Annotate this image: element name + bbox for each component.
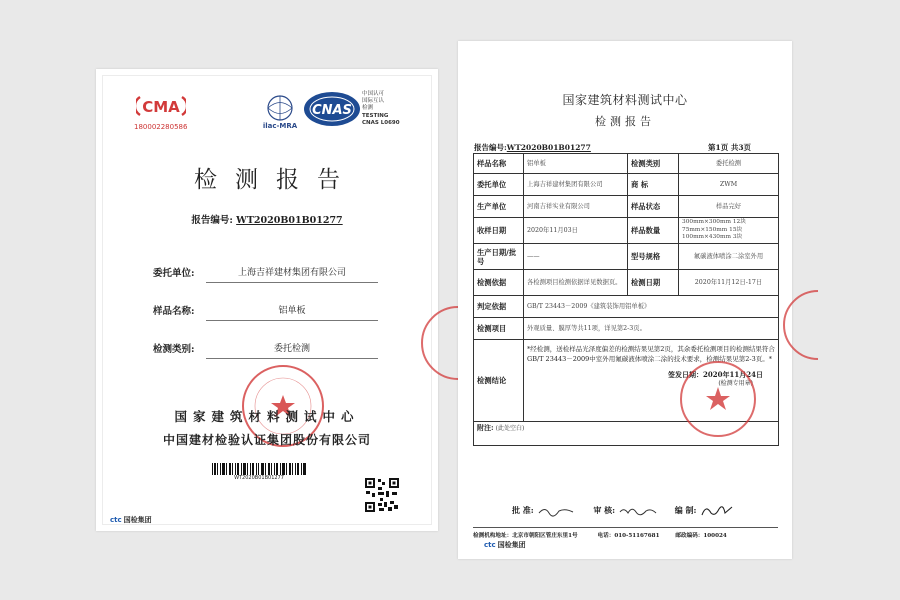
barcode-number: WT2020B01B01277 bbox=[234, 475, 284, 481]
review-signature bbox=[618, 504, 658, 518]
report-number-label: 报告编号: bbox=[191, 215, 233, 226]
cma-number: 180002280586 bbox=[134, 123, 188, 131]
standard-label: 判定依据 bbox=[474, 296, 524, 318]
remark-label: 附注: bbox=[477, 423, 494, 432]
client-value: 上海吉祥建材集团有限公司 bbox=[206, 265, 378, 283]
footer-postcode: 邮政编码：100024 bbox=[675, 533, 727, 539]
report-number-value: WT2020B01B01277 bbox=[236, 215, 343, 226]
category-value: 委托检测 bbox=[206, 341, 378, 359]
remark-value: (此处空白) bbox=[495, 425, 525, 432]
test-date-value: 2020年11月12日-17日 bbox=[679, 270, 779, 296]
report-title: 检测报告 bbox=[194, 167, 358, 193]
seam-stamp-fragment bbox=[778, 287, 818, 363]
items-value: 外观质量、膜厚等共11项，详见第2-3页。 bbox=[524, 318, 779, 340]
model-label: 型号规格 bbox=[628, 244, 679, 270]
category-label: 检测类别: bbox=[153, 344, 195, 355]
svg-text:CMA: CMA bbox=[142, 98, 180, 116]
model-value: 氟碳液体喷涂二涂室外用 bbox=[679, 244, 779, 270]
review-label: 审 核: bbox=[593, 505, 616, 515]
basis-label: 检测依据 bbox=[474, 270, 524, 296]
report-subtitle: 检测报告 bbox=[595, 115, 655, 128]
report-number: 报告编号:WT2020B01B01277 bbox=[474, 143, 591, 152]
signature-row bbox=[512, 503, 782, 519]
client-label: 委托单位 bbox=[474, 174, 524, 196]
sample-name-value: 铝单板 bbox=[524, 154, 628, 174]
items-label: 检测项目 bbox=[474, 318, 524, 340]
conclusion-label: 检测结论 bbox=[474, 340, 524, 422]
test-category-label: 检测类别 bbox=[628, 154, 679, 174]
ctc-group-logo: ctc 国检集团 bbox=[110, 516, 152, 524]
approve-signature bbox=[537, 504, 577, 518]
approve-label: 批 准: bbox=[512, 505, 534, 515]
ilac-mra-logo bbox=[258, 93, 302, 131]
basis-value: 各检测项目检测依据详见数据页。 bbox=[524, 270, 628, 296]
report-cover-page bbox=[96, 69, 438, 531]
conclusion-text: *经检测，送检样品光泽度偏差的检测结果见第2页，其余委托检测项目的检测结果符合GB/T 23443－2009中室外用氟碳液体喷涂二涂的技术要求，检测结果见第2-3页。* bbox=[527, 345, 775, 363]
standard-value: GB/T 23443－2009《建筑装饰用铝单板》 bbox=[524, 296, 779, 318]
cnas-accreditation-text: 中国认可 国际互认 检测 TESTING CNAS L0690 bbox=[362, 91, 400, 126]
client-value: 上海吉祥建材集团有限公司 bbox=[524, 174, 628, 196]
compile-signature bbox=[699, 503, 735, 519]
org-name-line1: 国家建筑材料测试中心 bbox=[174, 409, 360, 424]
producer-label: 生产单位 bbox=[474, 196, 524, 218]
batch-value: —— bbox=[524, 244, 628, 270]
trademark-label: 商 标 bbox=[628, 174, 679, 196]
receive-date-value: 2020年11月03日 bbox=[524, 218, 628, 244]
producer-value: 河南吉祥实业有限公司 bbox=[524, 196, 628, 218]
page-indicator: 第1页 共3页 bbox=[708, 143, 752, 152]
svg-text:CNAS: CNAS bbox=[312, 103, 352, 118]
report-footer bbox=[473, 527, 778, 539]
trademark-value: ZWM bbox=[679, 174, 779, 196]
cma-logo bbox=[136, 93, 186, 119]
svg-text:ilac-MRA: ilac-MRA bbox=[262, 122, 298, 130]
stamp-note: (检测专用章) bbox=[718, 380, 753, 387]
footer-phone: 电话：010-51167681 bbox=[597, 533, 660, 539]
cnas-logo bbox=[302, 89, 362, 129]
receive-date-label: 收样日期 bbox=[474, 218, 524, 244]
sample-name-label: 样品名称 bbox=[474, 154, 524, 174]
issue-date: 签发日期：2020年11月24日 bbox=[668, 370, 763, 379]
sample-state-label: 样品状态 bbox=[628, 196, 679, 218]
center-name-title: 国家建筑材料测试中心 bbox=[562, 93, 688, 107]
sample-state-value: 样品完好 bbox=[679, 196, 779, 218]
footer-address: 检测机构地址：北京市朝阳区管庄东里1号 bbox=[473, 533, 578, 539]
report-data-page bbox=[458, 41, 792, 559]
sample-qty-value: 300mm×300mm 12块 75mm×150mm 15块 100mm×430mm 3块 bbox=[679, 218, 779, 244]
client-label: 委托单位: bbox=[153, 268, 195, 279]
seam-stamp-fragment bbox=[418, 303, 458, 383]
test-seal-stamp bbox=[678, 359, 758, 439]
compile-label: 编 制: bbox=[674, 505, 697, 515]
sample-label: 样品名称: bbox=[153, 306, 195, 317]
test-date-label: 检测日期 bbox=[628, 270, 679, 296]
batch-label: 生产日期/批号 bbox=[474, 244, 524, 270]
report-number bbox=[96, 212, 438, 226]
qr-code[interactable] bbox=[364, 477, 400, 513]
sample-value: 铝单板 bbox=[206, 303, 378, 321]
ctc-group-logo: ctc 国检集团 bbox=[484, 541, 526, 549]
guilloche-border bbox=[102, 75, 432, 525]
barcode bbox=[212, 463, 306, 475]
sample-qty-label: 样品数量 bbox=[628, 218, 679, 244]
test-category-value: 委托检测 bbox=[679, 154, 779, 174]
org-name-line2: 中国建材检验认证集团股份有限公司 bbox=[162, 433, 371, 447]
